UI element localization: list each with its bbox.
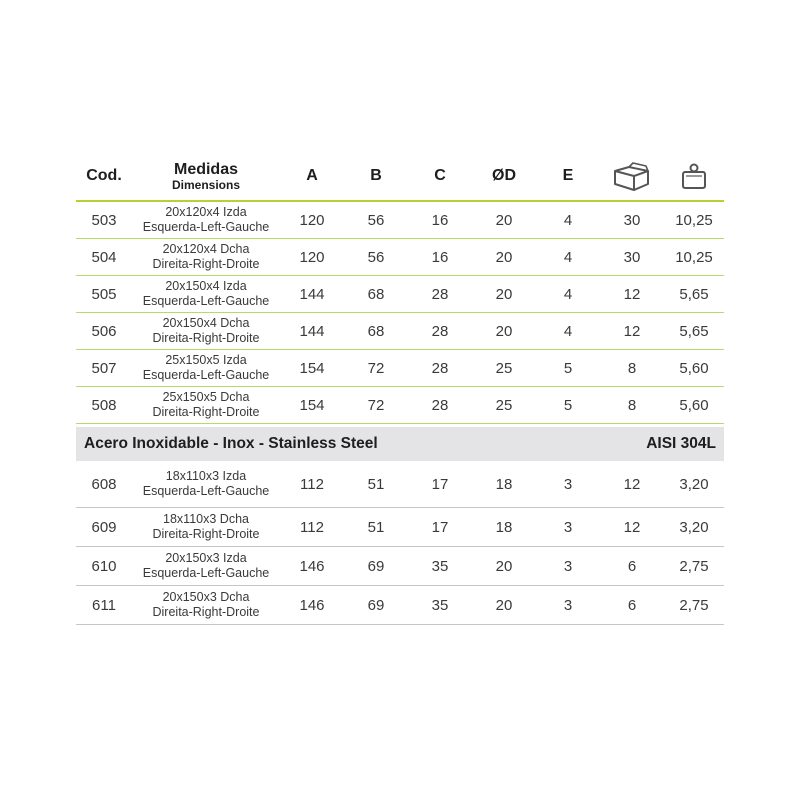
cell-d: 18 xyxy=(495,518,513,536)
cell-medidas xyxy=(132,590,280,620)
cell-cod: 609 xyxy=(91,518,117,536)
cell-a: 154 xyxy=(299,359,325,377)
cell-medidas xyxy=(132,512,280,542)
cell-weight: 10,25 xyxy=(675,211,713,229)
cell-b: 72 xyxy=(367,396,385,414)
cell-weight: 5,65 xyxy=(679,322,709,340)
section-title: Acero Inoxidable - Inox - Stainless Steel xyxy=(84,435,378,452)
cell-box-qty: 8 xyxy=(627,359,637,377)
cell-d: 20 xyxy=(495,211,513,229)
cell-medidas xyxy=(132,390,280,420)
header-d: ØD xyxy=(492,167,516,184)
section-grade: AISI 304L xyxy=(646,435,716,452)
cell-medidas xyxy=(132,242,280,272)
cell-e: 3 xyxy=(563,518,573,536)
cell-weight: 2,75 xyxy=(679,557,709,575)
header-a: A xyxy=(306,167,318,184)
cell-e: 3 xyxy=(563,596,573,614)
cell-medidas-size: 20x150x4 Dcha xyxy=(162,316,250,330)
cell-weight: 3,20 xyxy=(679,518,709,536)
table-row xyxy=(76,239,724,276)
cell-medidas-size: 20x150x4 Izda xyxy=(165,279,247,293)
cell-box-qty: 6 xyxy=(627,596,637,614)
cell-e: 4 xyxy=(563,322,573,340)
cell-cod: 505 xyxy=(91,285,117,303)
weight-icon xyxy=(664,162,724,190)
cell-c: 28 xyxy=(431,396,449,414)
cell-b: 69 xyxy=(367,596,385,614)
cell-a: 144 xyxy=(299,285,325,303)
cell-c: 17 xyxy=(431,475,449,493)
cell-medidas-size: 20x150x3 Dcha xyxy=(162,590,250,604)
cell-box-qty: 30 xyxy=(623,248,641,266)
cell-box-qty: 12 xyxy=(623,285,641,303)
carbon-steel-rows xyxy=(76,202,724,424)
cell-a: 120 xyxy=(299,248,325,266)
header-cod: Cod. xyxy=(86,167,122,184)
cell-a: 146 xyxy=(299,596,325,614)
header-medidas xyxy=(132,161,280,192)
cell-medidas-side: Esquerda-Left-Gauche xyxy=(142,484,270,498)
cell-box-qty: 30 xyxy=(623,211,641,229)
cell-cod: 507 xyxy=(91,359,117,377)
cell-medidas-size: 25x150x5 Dcha xyxy=(162,390,250,404)
cell-medidas-side: Esquerda-Left-Gauche xyxy=(142,220,270,234)
cell-b: 51 xyxy=(367,475,385,493)
cell-e: 4 xyxy=(563,211,573,229)
cell-box-qty: 6 xyxy=(627,557,637,575)
cell-medidas-side: Esquerda-Left-Gauche xyxy=(142,566,270,580)
cell-a: 112 xyxy=(300,518,324,536)
cell-weight: 2,75 xyxy=(679,596,709,614)
cell-c: 17 xyxy=(431,518,449,536)
cell-weight: 10,25 xyxy=(675,248,713,266)
table-row xyxy=(76,276,724,313)
cell-medidas-side: Direita-Right-Droite xyxy=(152,405,260,419)
table-row xyxy=(76,350,724,387)
cell-c: 16 xyxy=(431,248,449,266)
table-row xyxy=(76,586,724,625)
header-medidas-label: Medidas xyxy=(173,160,238,178)
cell-cod: 611 xyxy=(92,596,116,614)
cell-medidas-side: Direita-Right-Droite xyxy=(152,605,260,619)
cell-medidas xyxy=(132,279,280,309)
cell-medidas-size: 18x110x3 Dcha xyxy=(163,512,249,526)
cell-medidas-side: Direita-Right-Droite xyxy=(152,527,260,541)
cell-weight: 5,60 xyxy=(679,359,709,377)
cell-medidas xyxy=(132,353,280,383)
header-e: E xyxy=(562,167,574,184)
cell-a: 112 xyxy=(300,475,324,493)
cell-b: 68 xyxy=(367,322,385,340)
cell-medidas-side: Direita-Right-Droite xyxy=(152,331,260,345)
table-row xyxy=(76,387,724,424)
cell-medidas xyxy=(132,316,280,346)
table-row xyxy=(76,508,724,547)
product-table xyxy=(76,152,724,625)
cell-medidas xyxy=(132,551,280,581)
cell-e: 4 xyxy=(563,285,573,303)
stainless-steel-rows xyxy=(76,461,724,625)
cell-c: 35 xyxy=(431,596,449,614)
table-row xyxy=(76,313,724,350)
table-row xyxy=(76,461,724,508)
cell-weight: 5,60 xyxy=(679,396,709,414)
cell-medidas xyxy=(132,205,280,235)
cell-a: 154 xyxy=(299,396,325,414)
cell-medidas-side: Esquerda-Left-Gauche xyxy=(142,294,270,308)
cell-medidas-side: Direita-Right-Droite xyxy=(152,257,260,271)
cell-d: 20 xyxy=(495,322,513,340)
cell-cod: 610 xyxy=(91,557,117,575)
table-row xyxy=(76,547,724,586)
cell-a: 120 xyxy=(299,211,325,229)
cell-e: 5 xyxy=(563,359,573,377)
cell-b: 56 xyxy=(367,248,385,266)
cell-d: 20 xyxy=(495,248,513,266)
cell-medidas-side: Esquerda-Left-Gauche xyxy=(142,368,270,382)
cell-b: 68 xyxy=(367,285,385,303)
header-dimensions-label: Dimensions xyxy=(171,177,240,192)
header-b: B xyxy=(370,167,382,184)
cell-e: 3 xyxy=(563,557,573,575)
cell-box-qty: 8 xyxy=(627,396,637,414)
cell-a: 146 xyxy=(299,557,325,575)
cell-b: 69 xyxy=(367,557,385,575)
cell-a: 144 xyxy=(299,322,325,340)
cell-box-qty: 12 xyxy=(623,475,641,493)
cell-medidas xyxy=(132,469,280,499)
stainless-steel-section-header xyxy=(76,427,724,461)
cell-box-qty: 12 xyxy=(623,518,641,536)
cell-weight: 5,65 xyxy=(679,285,709,303)
cell-b: 56 xyxy=(367,211,385,229)
cell-d: 25 xyxy=(495,359,513,377)
cell-d: 20 xyxy=(495,596,513,614)
cell-e: 3 xyxy=(563,475,573,493)
cell-cod: 503 xyxy=(91,211,117,229)
cell-medidas-size: 18x110x3 Izda xyxy=(165,469,247,483)
cell-e: 4 xyxy=(563,248,573,266)
table-row xyxy=(76,202,724,239)
cell-cod: 506 xyxy=(91,322,117,340)
cell-c: 35 xyxy=(431,557,449,575)
cell-cod: 508 xyxy=(91,396,117,414)
header-c: C xyxy=(434,167,446,184)
cell-e: 5 xyxy=(563,396,573,414)
cell-box-qty: 12 xyxy=(623,322,641,340)
cell-b: 72 xyxy=(367,359,385,377)
cell-d: 25 xyxy=(495,396,513,414)
cell-medidas-size: 20x120x4 Izda xyxy=(165,205,247,219)
cell-c: 16 xyxy=(431,211,449,229)
cell-d: 20 xyxy=(495,557,513,575)
box-icon xyxy=(600,160,664,192)
cell-cod: 608 xyxy=(91,475,117,493)
cell-c: 28 xyxy=(431,285,449,303)
table-header xyxy=(76,152,724,202)
cell-medidas-size: 20x120x4 Dcha xyxy=(162,242,250,256)
cell-medidas-size: 25x150x5 Izda xyxy=(165,353,247,367)
cell-c: 28 xyxy=(431,359,449,377)
cell-c: 28 xyxy=(431,322,449,340)
cell-cod: 504 xyxy=(91,248,117,266)
cell-medidas-size: 20x150x3 Izda xyxy=(165,551,247,565)
cell-b: 51 xyxy=(367,518,385,536)
cell-weight: 3,20 xyxy=(679,475,709,493)
cell-d: 18 xyxy=(495,475,513,493)
cell-d: 20 xyxy=(495,285,513,303)
